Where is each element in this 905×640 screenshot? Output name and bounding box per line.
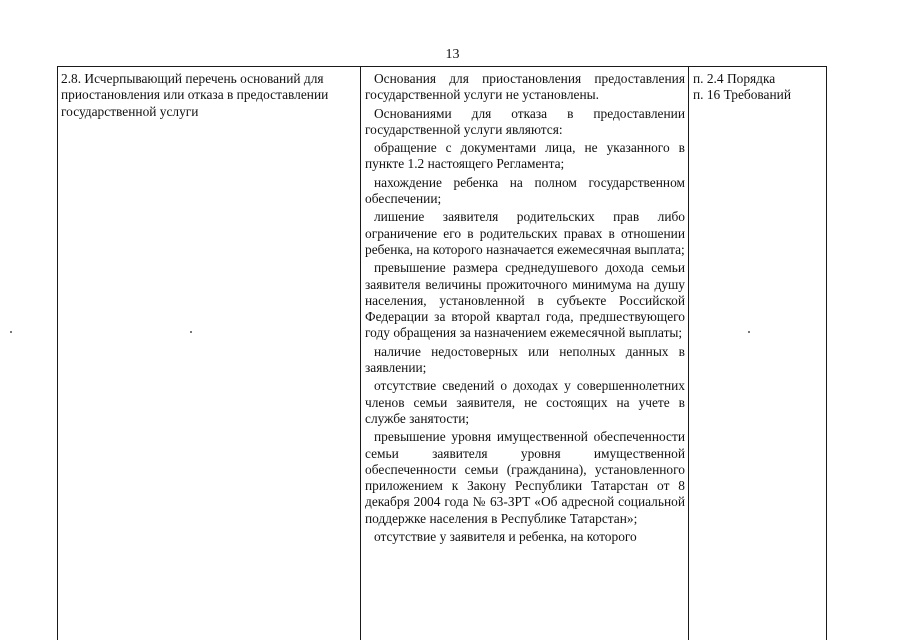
grounds-paragraph: отсутствие сведений о доходах у совершеннолетних членов семьи заявителя, не состоящих на учете в службе занятости; <box>365 378 685 426</box>
table-cell-grounds <box>361 67 689 640</box>
grounds-paragraph: Основания для приостановления предоставления государственной услуги не установлены. <box>365 71 685 103</box>
grounds-paragraph: превышение уровня имущественной обеспеченности семьи заявителя уровня имущественной обеспеченности семьи (гражданина), установленного приложением к Закону Республики Татарстан от 8 декабря 2004 года № 63-ЗРТ «Об адресной социальной поддержке населения в Республике Татарстан»; <box>365 429 685 526</box>
grounds-paragraph: Основаниями для отказа в предоставлении государственной услуги являются: <box>365 105 685 137</box>
scan-speck <box>190 331 192 333</box>
table-cell-legal-basis <box>689 67 826 640</box>
scan-speck <box>10 331 12 333</box>
scan-speck <box>748 331 750 333</box>
grounds-paragraph: превышение размера среднедушевого дохода семьи заявителя величины прожиточного минимума на душу населения, установленной в субъекте Российской Федерации за второй квартал года, предшествующего году обращения за назначением ежемесячной выплаты; <box>365 260 685 341</box>
legal-reference: п. 16 Требований <box>693 87 792 103</box>
legal-reference: п. 2.4 Порядка <box>693 71 776 86</box>
grounds-paragraph: наличие недостоверных или неполных данных в заявлении; <box>365 343 685 376</box>
grounds-paragraph: лишение заявителя родительских прав либо ограничение его в родительских правах в отношении ребенка, на которого назначается ежемесячная выплата; <box>365 209 685 257</box>
grounds-paragraph: нахождение ребенка на полном государственном обеспечении; <box>365 174 685 207</box>
grounds-paragraph: обращение с документами лица, не указанного в пункте 1.2 настоящего Регламента; <box>365 140 685 172</box>
section-title-text: 2.8. Исчерпывающий перечень оснований для приостановления или отказа в предоставлении государственной услуги <box>61 71 329 119</box>
regulation-table <box>57 66 827 640</box>
grounds-paragraph: отсутствие у заявителя и ребенка, на которого <box>374 529 637 545</box>
table-cell-section-title <box>58 67 361 640</box>
page-number: 13 <box>445 47 460 62</box>
